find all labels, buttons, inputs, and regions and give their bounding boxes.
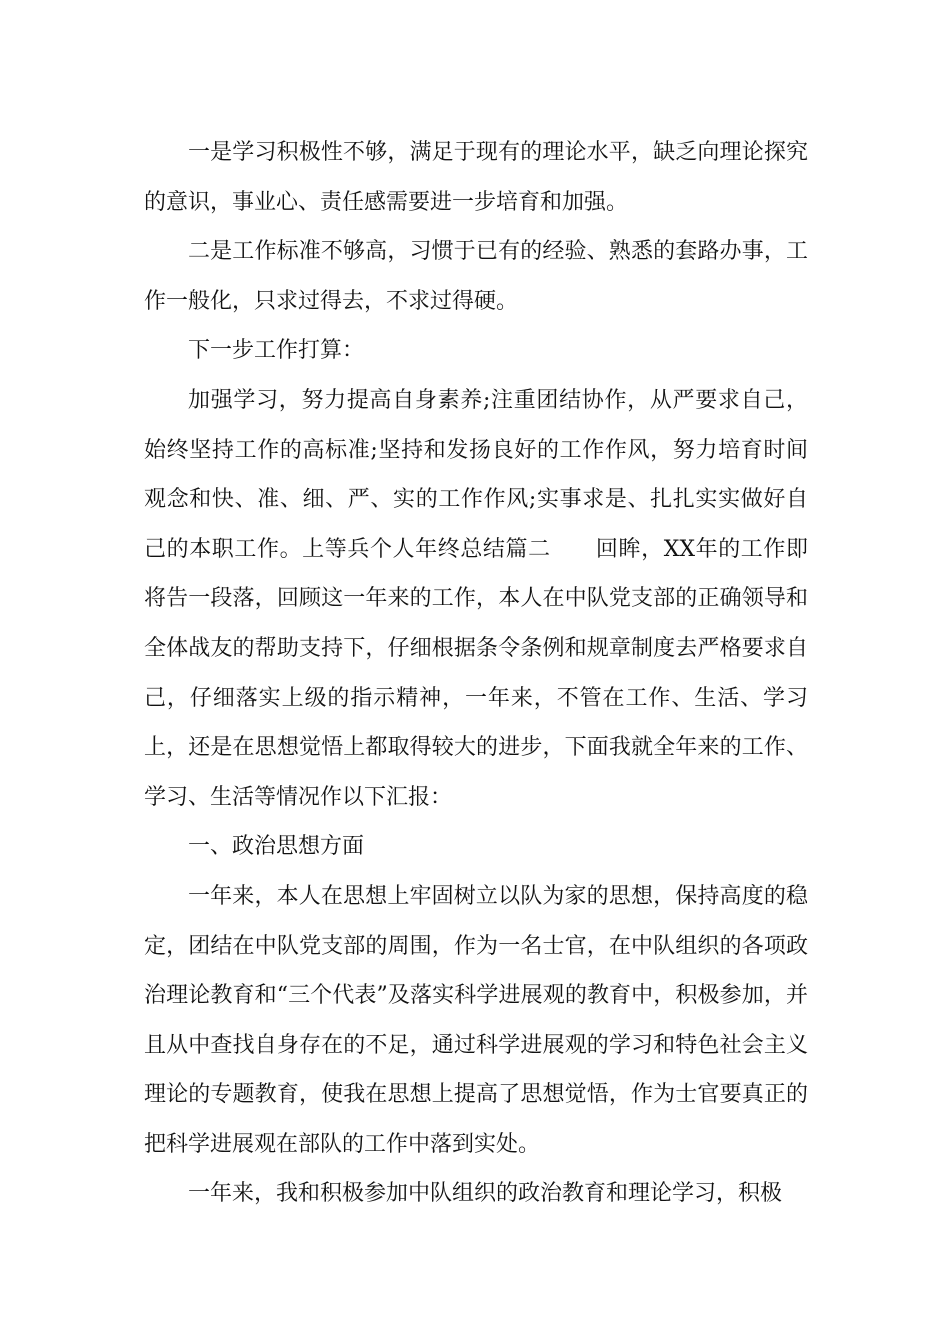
paragraph-next-plan-heading: 下一步工作打算： [188,338,365,364]
paragraph-political-2: 一年来，我和积极参加中队组织的政治教育和理论学习，积极 [188,1181,783,1207]
paragraph-political-1: 一年来，本人在思想上牢固树立以队为家的思想，保持高度的稳定，团结在中队党支部的周围，作为一名士官，在中队组织的各项政治理论教育和“三个代表”及落实科学进展观的教育中，积极参加，并且从中查找自身存在的不足，通过科学进展观的学习和特色社会主义理论的专题教育，使我在思想上提高了思想觉悟，作为士官要真正的把科学进展观在部队的工作中落到实处。 [144,883,808,1157]
document-body [144,128,808,1219]
paragraph-shortcoming-1: 一是学习积极性不够，满足于现有的理论水平，缺乏向理论探究的意识，事业心、责任感需要进一步培育和加强。 [144,140,808,215]
section-heading-political: 一、政治思想方面 [188,834,365,860]
paragraph-next-plan-body: 加强学习，努力提高自身素养;注重团结协作，从严要求自己，始终坚持工作的高标准;坚持和发扬良好的工作作风，努力培育时间观念和快、准、细、严、实的工作作风;实事求是、扎扎实实做好自己的本职工作。上等兵个人年终总结篇二 回眸，XX年的工作即将告一段落，回顾这一年来的工作，本人在中队党支部的正确领导和全体战友的帮助支持下，仔细根据条令条例和规章制度去严格要求自己，仔细落实上级的指示精神，一年来，不管在工作、生活、学习上，还是在思想觉悟上都取得较大的进步，下面我就全年来的工作、学习、生活等情况作以下汇报： [144,387,808,810]
paragraph-shortcoming-2: 二是工作标准不够高，习惯于已有的经验、熟悉的套路办事，工作一般化，只求过得去，不求过得硬。 [144,239,808,314]
